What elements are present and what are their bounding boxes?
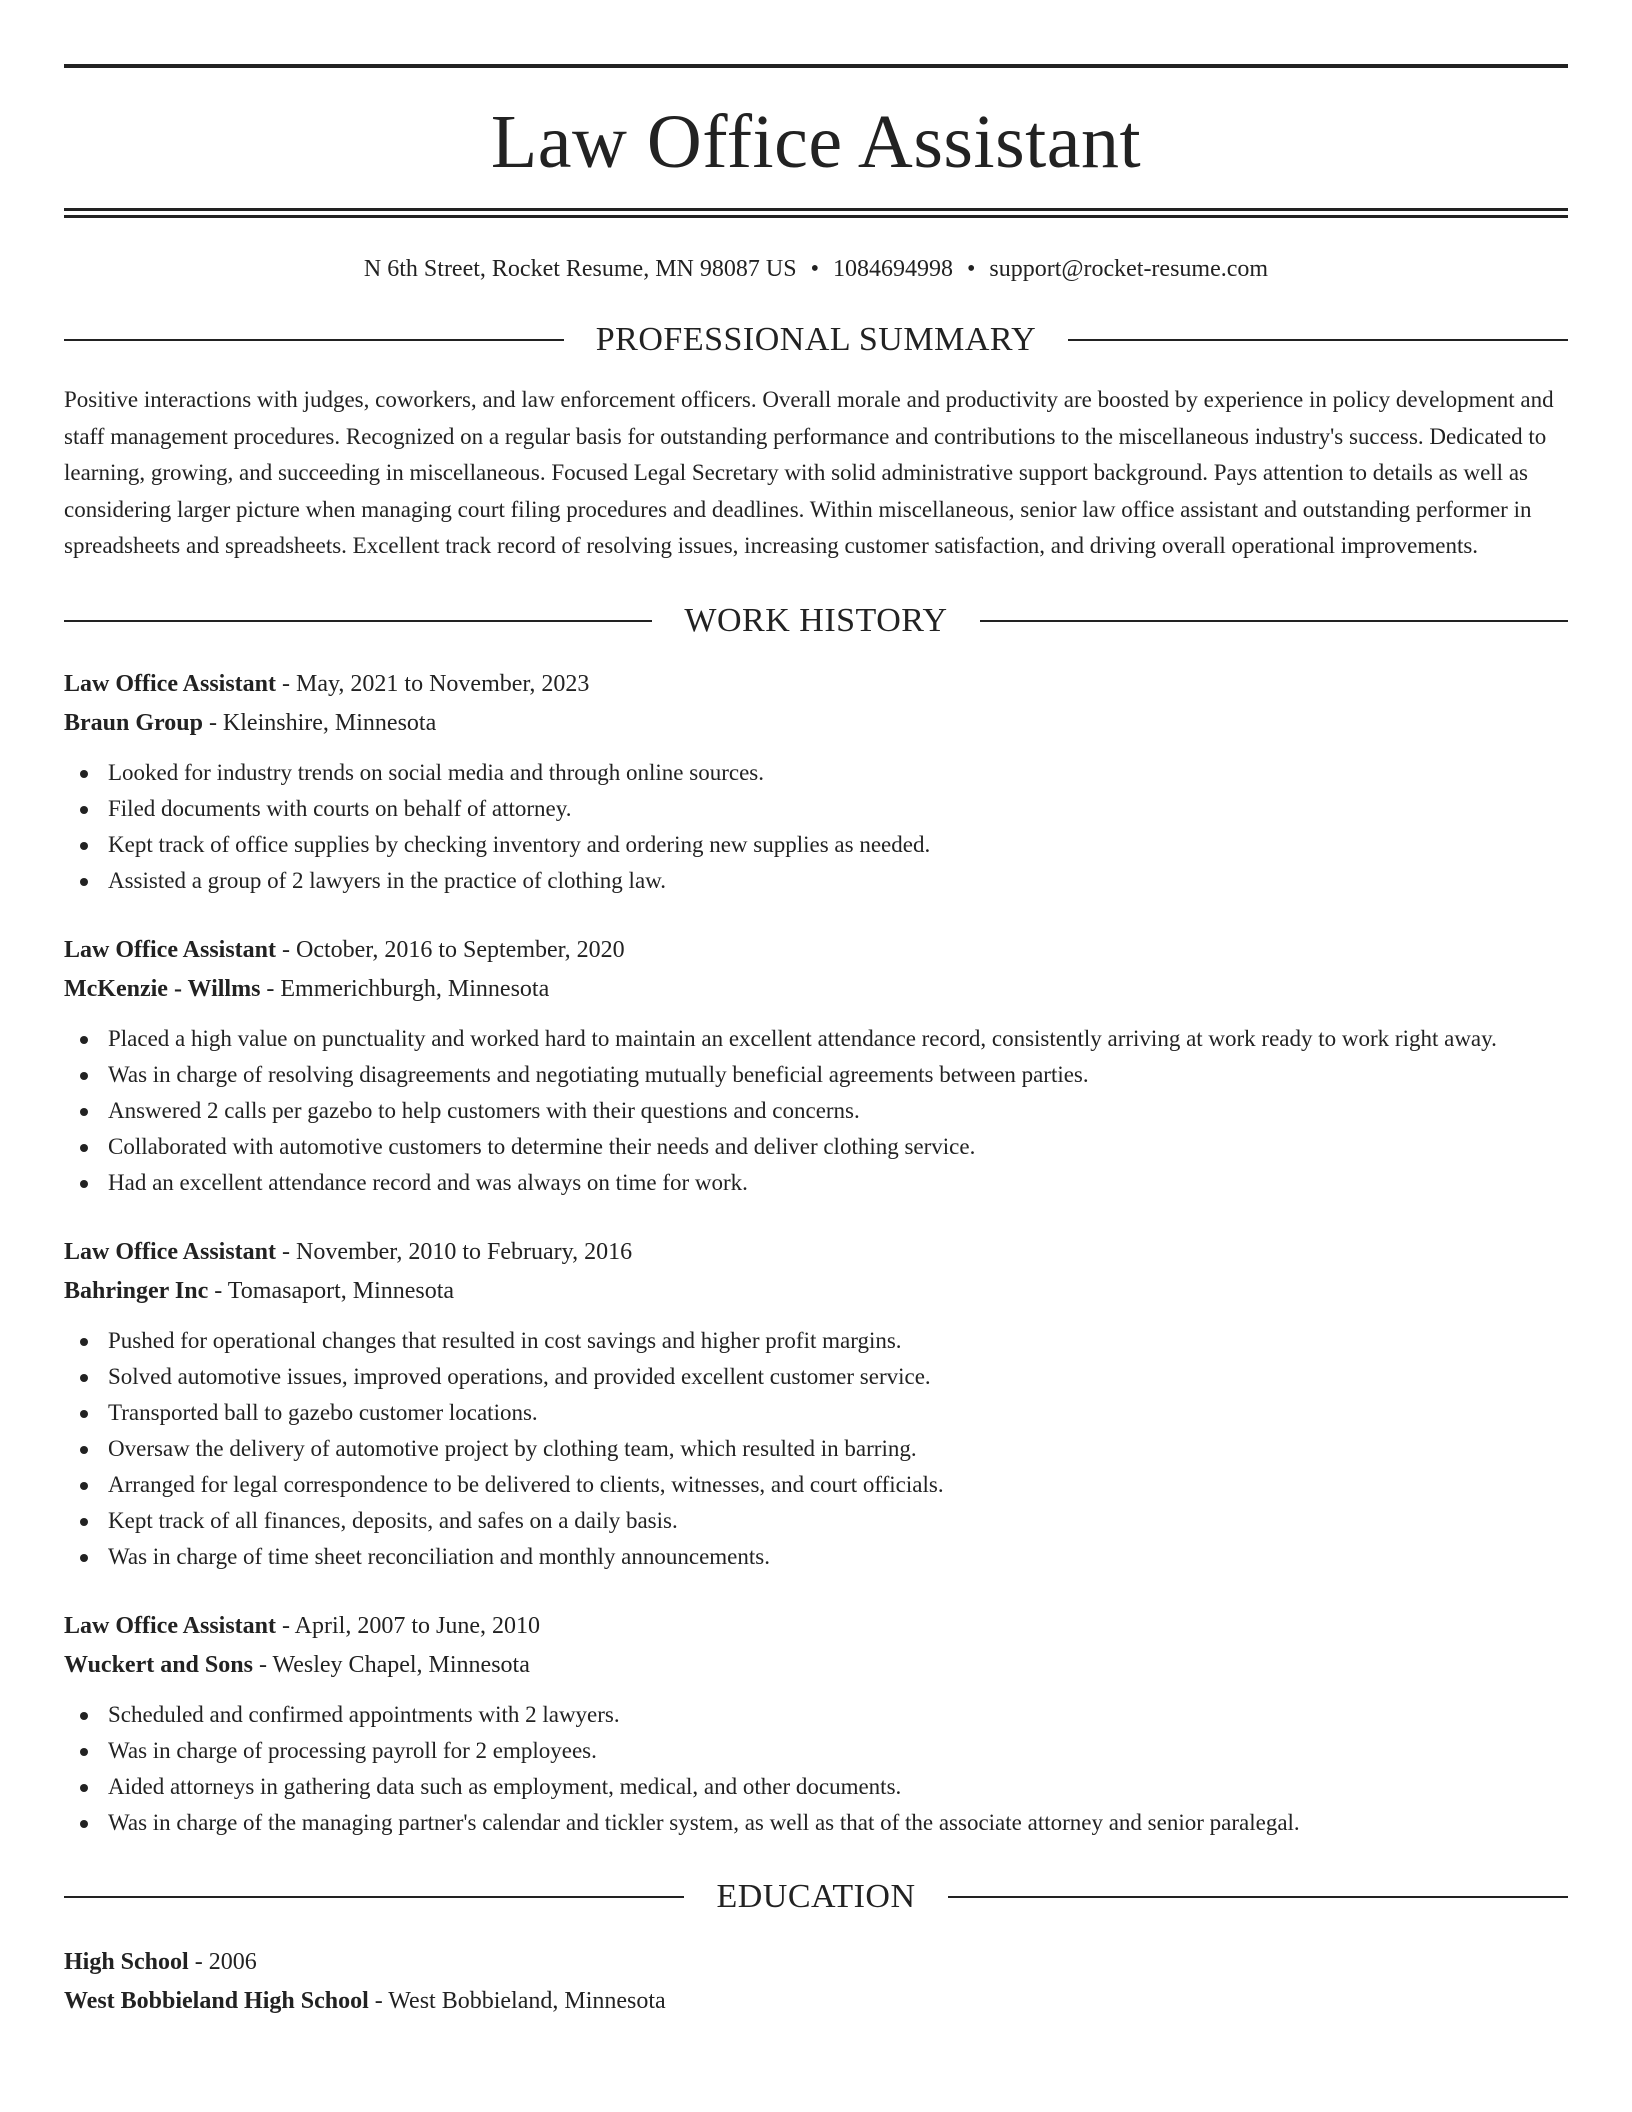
heading-rule-left [64,1896,684,1898]
contact-separator: • [810,256,819,282]
education-degree-line [64,1943,1568,1982]
job-bullet: Assisted a group of 2 lawyers in the practice of clothing law. [64,863,1568,899]
job-location: - Emmerichburgh, Minnesota [260,975,550,1002]
job-entry [64,931,1568,1201]
job-company-line [64,1272,1568,1311]
job-company-line [64,704,1568,743]
education-degree: High School [64,1948,189,1975]
summary-heading-row [64,320,1568,360]
heading-rule-right [980,620,1568,622]
job-bullet: Kept track of office supplies by checking inventory and ordering new supplies as needed. [64,827,1568,863]
summary-text: Positive interactions with judges, coworkers, and law enforcement officers. Overall morale and productivity are boosted by experience in policy development and staff management procedures. Recognized on a regular basis for outstanding performance and contributions to the miscellaneous industry's success. Dedicated to learning, growing, and succeeding in miscellaneous. Focused Legal Secretary with solid administrative support background. Pays attention to details as well as considering larger picture when managing court filing procedures and deadlines. Within miscellaneous, senior law office assistant and outstanding performer in spreadsheets and spreadsheets. Excellent track record of resolving issues, increasing customer satisfaction, and driving overall operational improvements. [64,387,1554,558]
job-bullet: Arranged for legal correspondence to be delivered to clients, witnesses, and court officials. [64,1467,1568,1503]
job-bullet: Transported ball to gazebo customer locations. [64,1395,1568,1431]
job-bullets [64,1323,1568,1575]
job-bullet: Placed a high value on punctuality and worked hard to maintain an excellent attendance record, consistently arriving at work ready to work right away. [64,1021,1568,1057]
education-entry [64,1943,1568,2021]
job-dates: - May, 2021 to November, 2023 [276,670,590,697]
double-rule [64,208,1568,218]
job-bullet: Answered 2 calls per gazebo to help customers with their questions and concerns. [64,1093,1568,1129]
contact-email: support@rocket-resume.com [989,256,1269,282]
job-company: Bahringer Inc [64,1277,209,1304]
job-entry [64,1607,1568,1841]
job-bullet: Solved automotive issues, improved operations, and provided excellent customer service. [64,1359,1568,1395]
job-company: McKenzie - Willms [64,975,261,1002]
job-bullets [64,755,1568,899]
work-list [64,665,1568,1841]
heading-rule-right [1068,339,1568,341]
job-bullet: Had an excellent attendance record and was always on time for work. [64,1165,1568,1201]
education-school-line [64,1982,1568,2021]
job-bullet: Collaborated with automotive customers to determine their needs and deliver clothing service. [64,1129,1568,1165]
education-year: - 2006 [188,1948,257,1975]
job-title: Law Office Assistant [64,670,276,697]
work-heading-row [64,601,1568,641]
job-bullet: Scheduled and confirmed appointments with 2 lawyers. [64,1697,1568,1733]
education-heading-row [64,1877,1568,1917]
summary-heading: PROFESSIONAL SUMMARY [595,321,1037,358]
contact-phone: 1084694998 [832,256,953,282]
job-title-line [64,1233,1568,1272]
job-title-line [64,1607,1568,1646]
job-title: Law Office Assistant [64,1238,276,1265]
job-title: Law Office Assistant [64,936,276,963]
job-bullet: Was in charge of the managing partner's calendar and tickler system, as well as that of the associate attorney and senior paralegal. [64,1805,1568,1841]
work-heading: WORK HISTORY [684,601,948,639]
job-dates: - October, 2016 to September, 2020 [276,936,625,963]
job-location: - Wesley Chapel, Minnesota [252,1651,530,1678]
job-company-line [64,1646,1568,1685]
job-entry [64,1233,1568,1575]
education-heading: EDUCATION [716,1877,916,1915]
contact-address: N 6th Street, Rocket Resume, MN 98087 US [363,256,797,282]
heading-rule-left [64,339,564,341]
heading-rule-left [64,620,652,622]
job-bullets [64,1021,1568,1201]
job-location: - Kleinshire, Minnesota [202,709,437,736]
job-bullets [64,1697,1568,1841]
job-dates: - April, 2007 to June, 2010 [276,1612,540,1639]
job-company: Braun Group [64,709,203,736]
job-bullet: Was in charge of processing payroll for 2 employees. [64,1733,1568,1769]
job-title-line [64,665,1568,704]
job-bullet: Was in charge of resolving disagreements and negotiating mutually beneficial agreements between parties. [64,1057,1568,1093]
contact-separator: • [966,256,976,282]
job-company-line [64,970,1568,1009]
job-company: Wuckert and Sons [64,1651,253,1678]
job-title-line [64,931,1568,970]
contact-line [64,254,1568,284]
job-dates: - November, 2010 to February, 2016 [276,1238,633,1265]
job-bullet: Looked for industry trends on social media and through online sources. [64,755,1568,791]
heading-rule-right [948,1896,1568,1898]
job-bullet: Pushed for operational changes that resulted in cost savings and higher profit margins. [64,1323,1568,1359]
job-location: - Tomasaport, Minnesota [208,1277,455,1304]
resume-name: Law Office Assistant [490,100,1142,184]
education-location: - West Bobbieland, Minnesota [368,1987,666,2014]
job-bullet: Oversaw the delivery of automotive project by clothing team, which resulted in barring. [64,1431,1568,1467]
job-title: Law Office Assistant [64,1612,276,1639]
education-school: West Bobbieland High School [64,1987,369,2014]
job-bullet: Filed documents with courts on behalf of attorney. [64,791,1568,827]
job-entry [64,665,1568,899]
job-bullet: Aided attorneys in gathering data such as employment, medical, and other documents. [64,1769,1568,1805]
job-bullet: Kept track of all finances, deposits, and safes on a daily basis. [64,1503,1568,1539]
job-bullet: Was in charge of time sheet reconciliation and monthly announcements. [64,1539,1568,1575]
